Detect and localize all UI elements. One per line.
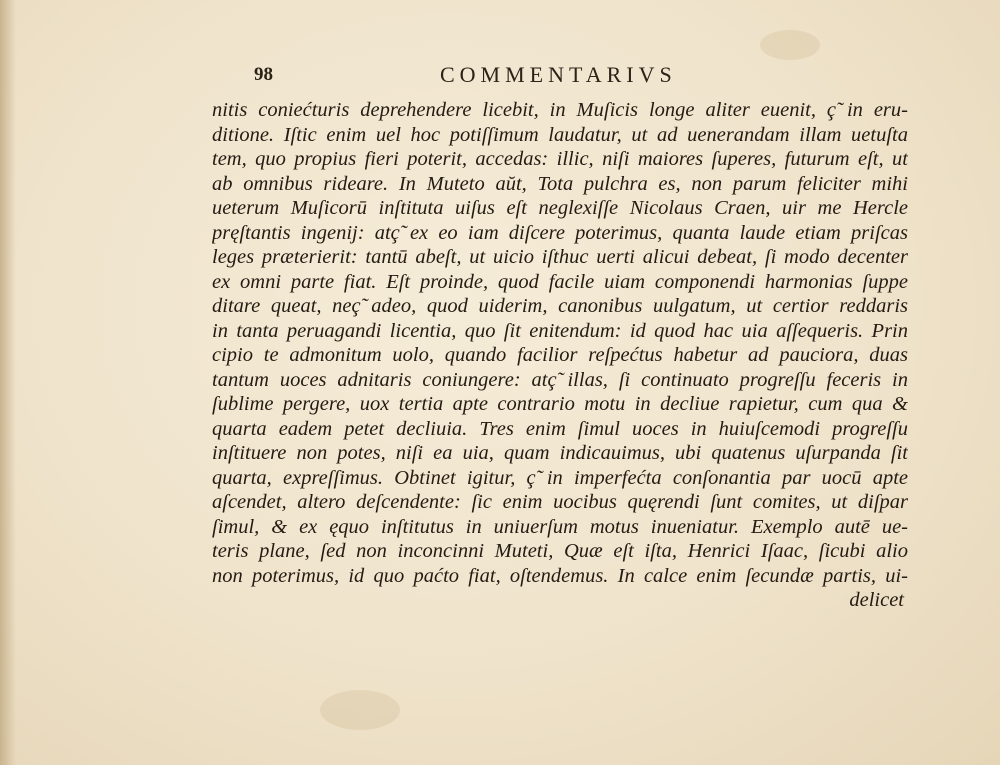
text-line: pręſtantis ingenij: atç̃ ex eo iam diſcere poterimus, quanta laude etiam priſcas	[212, 221, 908, 244]
text-line: cipio te admonitum uolo, quando facilior reſpećtus habetur ad pauciora, duas	[212, 344, 908, 366]
text-line: ſublime pergere, uox tertia apte contrario motu in decliue rapietur, cum qua &	[212, 393, 908, 415]
running-title: COMMENTARIVS	[440, 62, 677, 87]
body-text	[212, 98, 908, 613]
text-line: quarta, expreſſimus. Obtinet igitur, ç̃ in imperfećta conſonantia par uocū apte	[212, 466, 908, 489]
text-line: delicet	[849, 589, 904, 611]
page-header	[254, 60, 774, 94]
text-line: nitis coniećturis deprehendere licebit, in Muſicis longe aliter euenit, ç̃ in eru-	[212, 99, 908, 121]
text-line: ſimul, & ex ęquo inſtitutus in uniuerſum motus inueniatur. Exemplo autē ue-	[212, 515, 908, 538]
text-line: ueterum Muſicorū inſtituta uiſus eſt neglexiſſe Nicolaus Craen, uir me Hercle	[212, 197, 908, 219]
page-gutter-shadow	[0, 0, 16, 765]
text-line: ditare queat, neç̃ adeo, quod uiderim, canonibus uulgatum, ut certior reddaris	[212, 295, 908, 317]
text-line: ex omni parte fiat. Eſt proinde, quod facile uiam componendi harmonias ſuppe	[212, 270, 908, 293]
text-line: ditione. Iſtic enim uel hoc potiſſimum laudatur, ut ad uenerandam illam uetuſta	[212, 123, 908, 146]
text-line: tantum uoces adnitaris coniungere: atç̃ illas, ſi continuato progreſſu feceris in	[212, 368, 908, 391]
text-line: leges præterierit: tantū abeſt, ut uicio iſthuc uerti alicui debeat, ſi modo decenter	[212, 246, 908, 268]
text-line: non poterimus, id quo paćto fiat, oſtendemus. In calce enim ſecundæ partis, ui-	[212, 564, 908, 587]
text-line: in tanta peruagandi licentia, quo ſit enitendum: id quod hac uia aſſequeris. Prin	[212, 319, 908, 342]
text-line: teris plane, ſed non inconcinni Muteti, Quæ eſt iſta, Henrici Iſaac, ſicubi alio	[212, 540, 908, 562]
text-line: ab omnibus rideare. In Muteto aŭt, Tota pulchra es, non parum feliciter mihi	[212, 172, 908, 195]
paper-stain	[320, 690, 400, 730]
text-line: quarta eadem petet decliuia. Tres enim ſimul uoces in huiuſcemodi progreſſu	[212, 417, 908, 440]
text-line: tem, quo propius fieri poterit, accedas: illic, niſi maiores ſuperes, futurum eſt, ut	[212, 148, 908, 170]
text-line: inſtituere non potes, niſi ea uia, quam indicauimus, ubi quatenus uſurpanda ſit	[212, 442, 908, 464]
text-line: aſcendet, altero deſcendente: ſic enim uocibus quęrendi ſunt comites, ut diſpar	[212, 491, 908, 513]
page-number: 98	[254, 64, 273, 85]
paper-stain	[760, 30, 820, 60]
